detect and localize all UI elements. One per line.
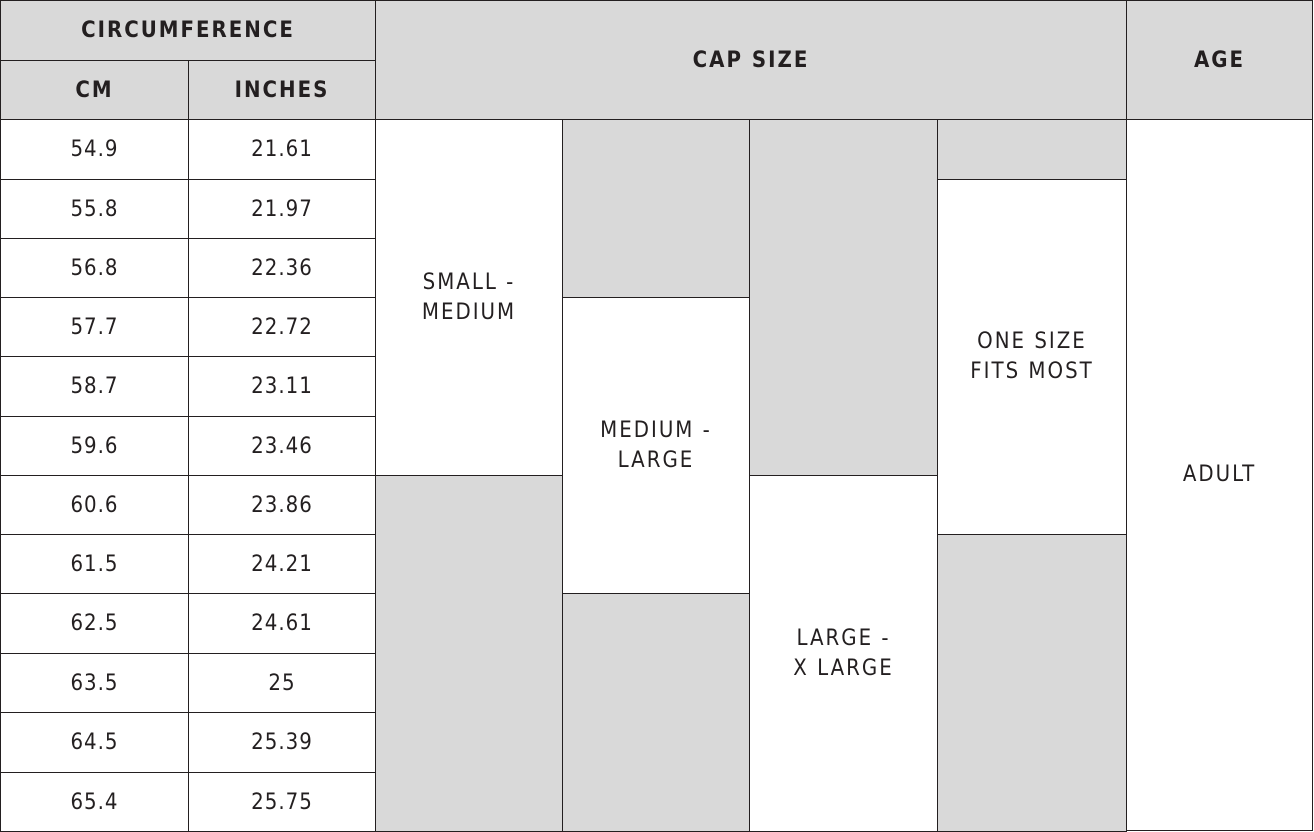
inches-cell: 21.61 [188,119,376,180]
inches-cell: 22.36 [188,238,376,298]
cm-cell: 58.7 [0,356,189,417]
empty-band [937,534,1127,832]
empty-band [562,593,750,832]
empty-band [937,119,1127,180]
cap-size-band: ONE SIZE FITS MOST [937,179,1127,535]
empty-band [749,119,938,476]
inches-cell: 24.61 [188,593,376,654]
inches-cell: 23.46 [188,416,376,476]
inches-cell: 23.86 [188,475,376,535]
cm-cell: 60.6 [0,475,189,535]
cap-size-band: MEDIUM - LARGE [562,297,750,594]
age-value: ADULT [1126,119,1313,831]
cap-size-band: SMALL - MEDIUM [375,119,563,476]
inches-header: INCHES [188,60,376,120]
cm-cell: 55.8 [0,179,189,239]
inches-cell: 24.21 [188,534,376,594]
cm-cell: 64.5 [0,712,189,773]
cm-cell: 59.6 [0,416,189,476]
circumference-header: CIRCUMFERENCE [0,0,376,61]
empty-band [375,475,563,832]
inches-cell: 21.97 [188,179,376,239]
inches-cell: 25.39 [188,712,376,773]
cap-size-band: LARGE - X LARGE [749,475,938,832]
cm-cell: 65.4 [0,772,189,832]
empty-band [562,119,750,298]
inches-cell: 23.11 [188,356,376,417]
cm-cell: 62.5 [0,593,189,654]
inches-cell: 25.75 [188,772,376,832]
inches-cell: 22.72 [188,297,376,357]
cap-size-header: CAP SIZE [375,0,1127,120]
cm-cell: 56.8 [0,238,189,298]
inches-cell: 25 [188,653,376,713]
cm-cell: 57.7 [0,297,189,357]
cm-cell: 63.5 [0,653,189,713]
cm-header: CM [0,60,189,120]
cm-cell: 54.9 [0,119,189,180]
cm-cell: 61.5 [0,534,189,594]
age-header: AGE [1126,0,1313,120]
